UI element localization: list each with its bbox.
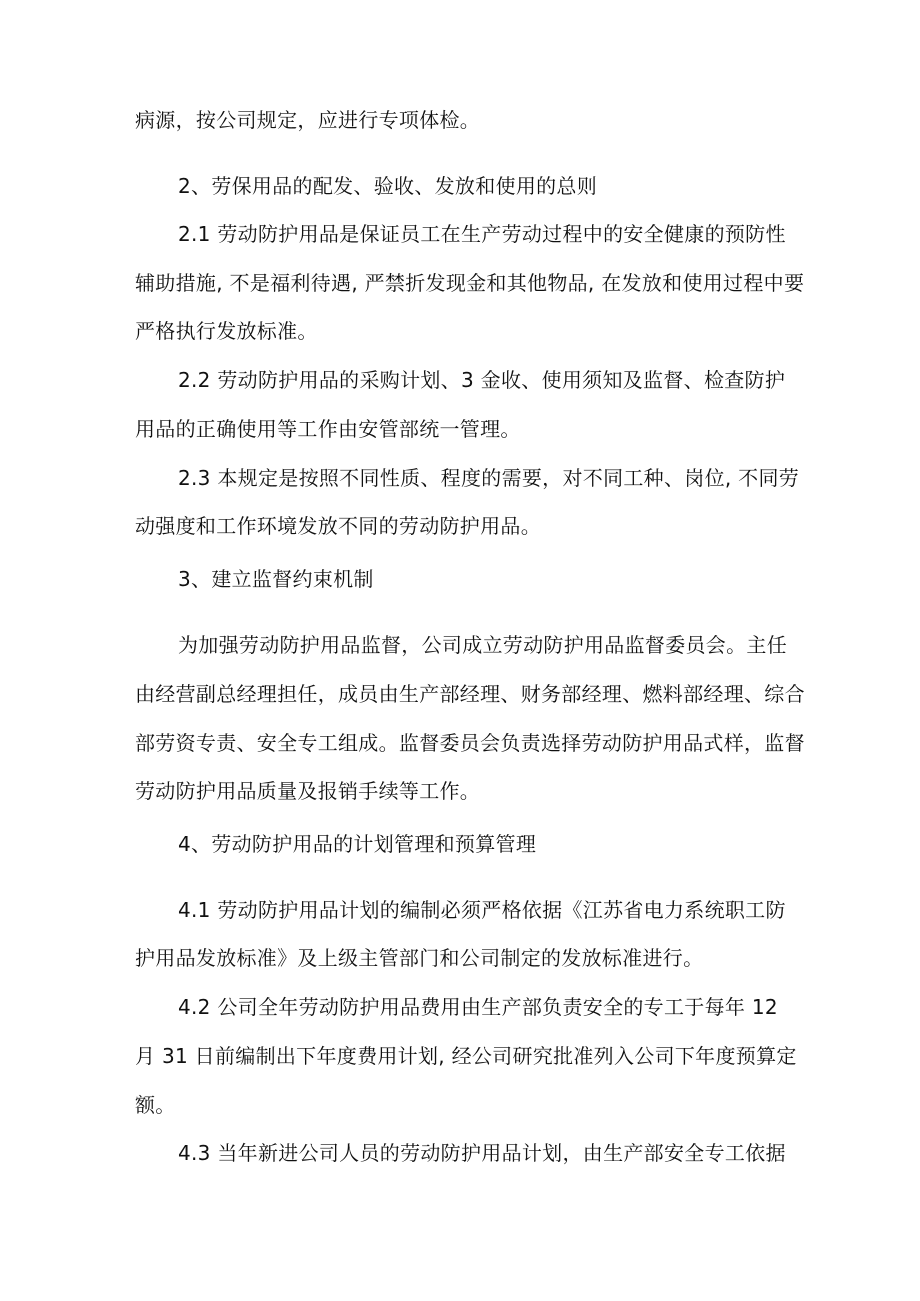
paragraph-line: 严格执行发放标准。 (135, 319, 318, 343)
paragraph-line: 由经营副总经理担任，成员由生产部经理、财务部经理、燃料部经理、综合 (135, 682, 805, 706)
paragraph-line: 部劳资专责、安全专工组成。监督委员会负责选择劳动防护用品式样，监督 (135, 731, 805, 755)
section-heading: 2、劳保用品的配发、验收、发放和使用的总则 (178, 174, 598, 198)
paragraph-line: 4.1 劳动防护用品计划的编制必须严格依据《江苏省电力系统职工防 (178, 898, 786, 922)
section-heading: 3、建立监督约束机制 (178, 567, 374, 591)
paragraph-line: 2.3 本规定是按照不同性质、程度的需要，对不同工种、岗位, 不同劳 (178, 466, 800, 490)
paragraph-line: 2.1 劳动防护用品是保证员工在生产劳动过程中的安全健康的预防性 (178, 222, 786, 246)
section-heading: 4、劳动防护用品的计划管理和预算管理 (178, 832, 537, 856)
paragraph-line: 额。 (135, 1093, 176, 1117)
paragraph-line: 4.2 公司全年劳动防护用品费用由生产部负责安全的专工于每年 12 (178, 995, 778, 1019)
paragraph-line: 用品的正确使用等工作由安管部统一管理。 (135, 417, 521, 441)
paragraph-line: 为加强劳动防护用品监督，公司成立劳动防护用品监督委员会。主任 (178, 633, 787, 657)
paragraph-line: 辅助措施, 不是福利待遇, 严禁折发现金和其他物品, 在发放和使用过程中要 (135, 271, 805, 295)
paragraph-line: 2.2 劳动防护用品的采购计划、3 金收、使用须知及监督、检查防护 (178, 368, 786, 392)
paragraph-line: 病源，按公司规定，应进行专项体检。 (135, 108, 481, 132)
paragraph-line: 动强度和工作环境发放不同的劳动防护用品。 (135, 514, 541, 538)
paragraph-line: 月 31 日前编制出下年度费用计划, 经公司研究批准列入公司下年度预算定 (135, 1044, 797, 1068)
paragraph-line: 4.3 当年新进公司人员的劳动防护用品计划，由生产部安全专工依据 (178, 1141, 786, 1165)
paragraph-line: 劳动防护用品质量及报销手续等工作。 (135, 779, 481, 803)
paragraph-line: 护用品发放标准》及上级主管部门和公司制定的发放标准进行。 (135, 946, 704, 970)
